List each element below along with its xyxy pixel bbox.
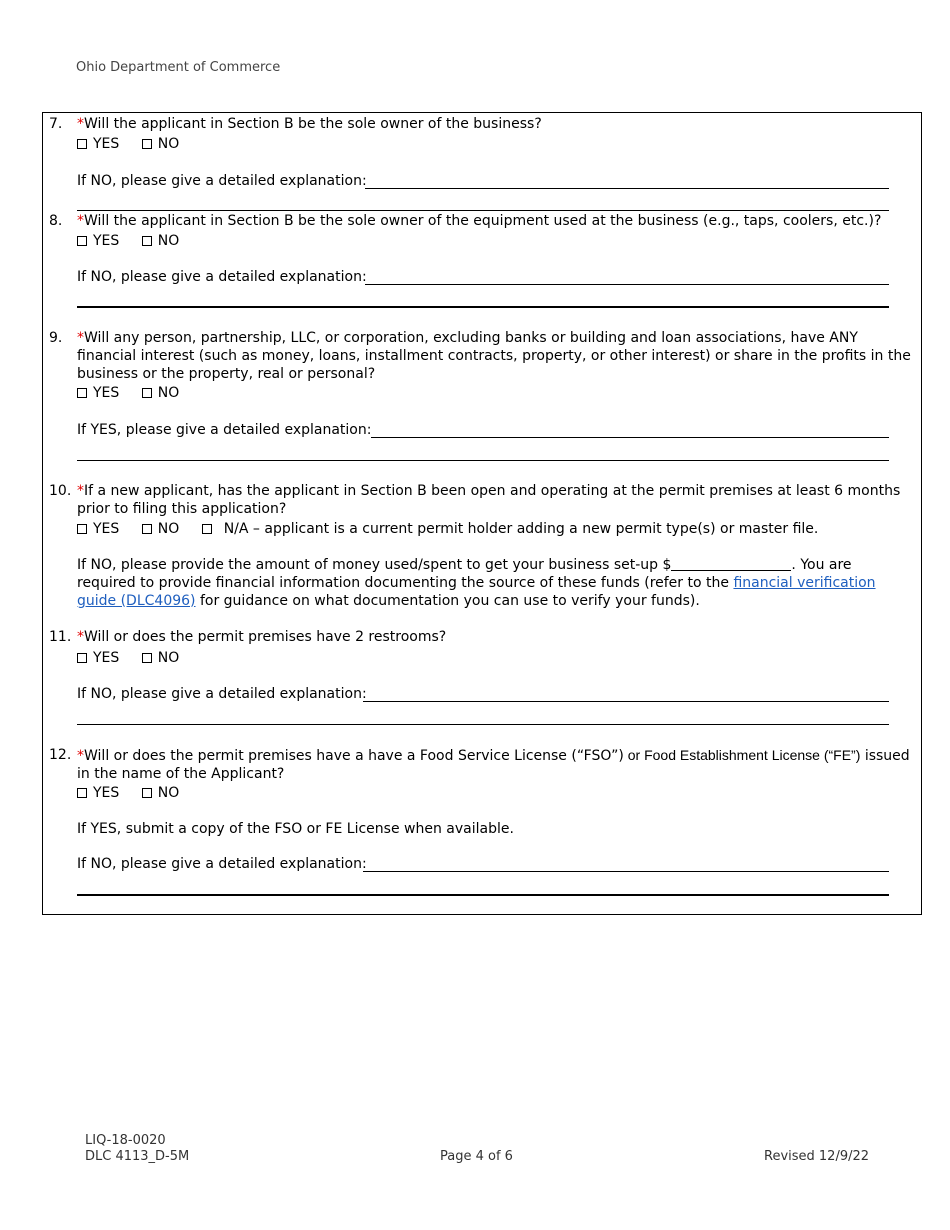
explanation-field[interactable] — [365, 188, 889, 189]
yes-label: YES — [93, 233, 120, 249]
explanation-label: If YES, please give a detailed explanation: — [77, 422, 372, 438]
question-text — [77, 628, 913, 646]
form-id: LIQ-18-0020 — [85, 1133, 166, 1148]
question-text — [77, 329, 913, 383]
no-checkbox[interactable] — [142, 788, 152, 798]
yes-option[interactable] — [77, 649, 119, 667]
explanation-field[interactable] — [365, 284, 889, 285]
question-label-fe: or Food Establishment License (“FE”) — [623, 747, 861, 763]
question-label-end: issued in the name of the Applicant? — [77, 748, 910, 782]
no-label: NO — [157, 785, 180, 801]
explanation-label: If NO, please give a detailed explanation: — [77, 269, 367, 285]
question-label: Will any person, partnership, LLC, or corporation, excluding banks or building and loan associations, have ANY financial interest (such as money, loans, installment contracts, property, or other interest) or share in the profits in the business or the property, real or personal? — [77, 330, 911, 382]
question-number: 11. — [49, 629, 72, 645]
funds-amount-field[interactable] — [671, 556, 791, 571]
explanation-field[interactable] — [363, 701, 889, 702]
no-option[interactable] — [142, 232, 180, 250]
explanation-field[interactable] — [363, 871, 889, 872]
yes-option[interactable] — [77, 135, 119, 153]
na-label: N/A – applicant is a current permit holder adding a new permit type(s) or master file. — [223, 521, 819, 537]
answer-options — [77, 232, 197, 250]
required-marker: * — [77, 483, 84, 499]
no-label: NO — [157, 650, 180, 666]
yes-option[interactable] — [77, 520, 119, 538]
required-marker: * — [77, 748, 84, 764]
question-number: 12. — [49, 747, 72, 763]
answer-options — [77, 520, 836, 538]
no-checkbox[interactable] — [142, 236, 152, 246]
no-checkbox[interactable] — [142, 139, 152, 149]
financial-guide-link[interactable]: financial verification guide (DLC4096) — [77, 575, 876, 609]
funds-text-b: . You are required to provide financial information documenting the source of these funds (refer to the — [77, 557, 852, 591]
yes-option[interactable] — [77, 232, 119, 250]
yes-checkbox[interactable] — [77, 139, 87, 149]
yes-label: YES — [93, 785, 120, 801]
na-option[interactable] — [202, 520, 819, 538]
answer-options — [77, 784, 197, 802]
question-number: 8. — [49, 213, 63, 229]
question-number: 10. — [49, 483, 72, 499]
yes-checkbox[interactable] — [77, 388, 87, 398]
question-text — [77, 212, 913, 230]
no-label: NO — [157, 233, 180, 249]
required-marker: * — [77, 330, 84, 346]
funds-text-a: If NO, please provide the amount of money used/spent to get your business set-up $ — [77, 557, 672, 573]
page-number: Page 4 of 6 — [440, 1149, 513, 1164]
yes-label: YES — [93, 136, 120, 152]
yes-label: YES — [93, 521, 120, 537]
na-checkbox[interactable] — [202, 524, 212, 534]
yes-checkbox[interactable] — [77, 788, 87, 798]
answer-options — [77, 649, 197, 667]
yes-label: YES — [93, 385, 120, 401]
yes-option[interactable] — [77, 384, 119, 402]
no-checkbox[interactable] — [142, 524, 152, 534]
explanation-field-line-2[interactable] — [77, 460, 889, 461]
question-label: If a new applicant, has the applicant in Section B been open and operating at the permit premises at least 6 months prior to filing this application? — [77, 483, 901, 517]
question-text — [77, 482, 913, 518]
explanation-label: If NO, please give a detailed explanation: — [77, 686, 367, 702]
explanation-field-line-2[interactable] — [77, 210, 889, 211]
no-label: NO — [157, 521, 180, 537]
yes-label: YES — [93, 650, 120, 666]
explanation-field-line-2[interactable] — [77, 724, 889, 725]
no-option[interactable] — [142, 384, 180, 402]
no-option[interactable] — [142, 520, 180, 538]
explanation-field-line-2[interactable] — [77, 306, 889, 308]
question-label: Will the applicant in Section B be the sole owner of the equipment used at the business (e.g., taps, coolers, etc.)? — [84, 213, 882, 229]
revised-date: Revised 12/9/22 — [764, 1149, 870, 1164]
no-label: NO — [157, 136, 180, 152]
no-label: NO — [157, 385, 180, 401]
required-marker: * — [77, 629, 84, 645]
question-label: Will or does the permit premises have a have a Food Service License (“FSO”) — [84, 748, 624, 764]
yes-checkbox[interactable] — [77, 524, 87, 534]
yes-checkbox[interactable] — [77, 236, 87, 246]
question-label: Will the applicant in Section B be the sole owner of the business? — [84, 116, 542, 132]
footer-form-ids — [85, 1133, 189, 1165]
question-text — [77, 115, 913, 133]
explanation-label: If NO, please give a detailed explanation: — [77, 856, 367, 872]
no-checkbox[interactable] — [142, 388, 152, 398]
required-marker: * — [77, 116, 84, 132]
page-header-org: Ohio Department of Commerce — [76, 60, 281, 75]
question-text — [77, 746, 913, 783]
no-option[interactable] — [142, 649, 180, 667]
question-number: 7. — [49, 116, 63, 132]
answer-options — [77, 384, 197, 402]
yes-option[interactable] — [77, 784, 119, 802]
funds-instructions — [77, 556, 913, 610]
no-option[interactable] — [142, 135, 180, 153]
dlc-code: DLC 4113_D-5M — [85, 1149, 190, 1164]
explanation-field-line-2[interactable] — [77, 894, 889, 896]
no-checkbox[interactable] — [142, 653, 152, 663]
questions-box — [42, 112, 922, 915]
explanation-label: If NO, please give a detailed explanation: — [77, 173, 367, 189]
funds-text-c: for guidance on what documentation you can use to verify your funds). — [195, 593, 700, 609]
yes-checkbox[interactable] — [77, 653, 87, 663]
explanation-field[interactable] — [371, 437, 889, 438]
no-option[interactable] — [142, 784, 180, 802]
answer-options — [77, 135, 197, 153]
license-note: If YES, submit a copy of the FSO or FE License when available. — [77, 821, 514, 837]
question-label: Will or does the permit premises have 2 restrooms? — [84, 629, 447, 645]
question-number: 9. — [49, 330, 63, 346]
required-marker: * — [77, 213, 84, 229]
